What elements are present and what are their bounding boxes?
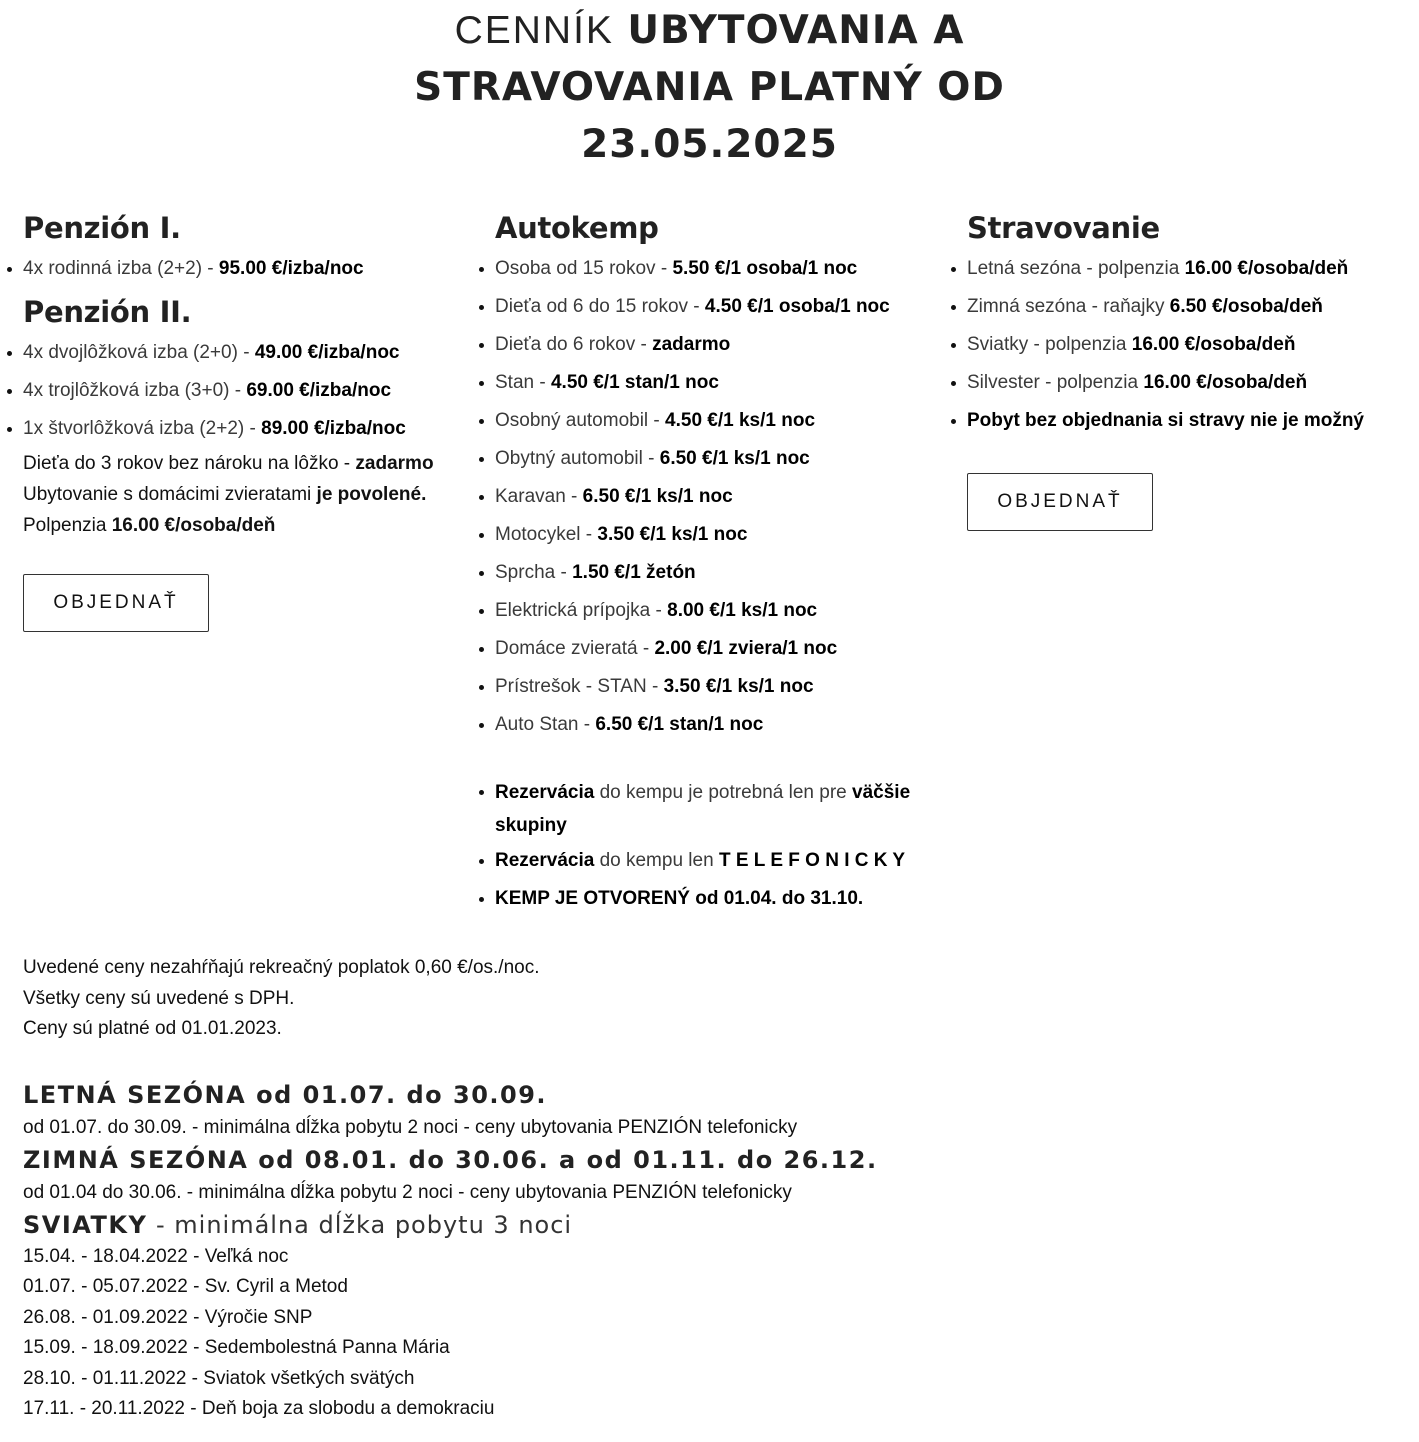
price-item: 4x rodinná izba (2+2) - 95.00 €/izba/noc	[23, 250, 463, 288]
price-item: Motocykel - 3.50 €/1 ks/1 noc	[495, 516, 935, 554]
holiday-item: 15.09. - 18.09.2022 - Sedembolestná Panna Mária	[23, 1337, 450, 1358]
winter-season-note: od 01.04 do 30.06. - minimálna dĺžka pobytu 2 noci - ceny ubytovania PENZIÓN telefonicky	[23, 1181, 792, 1203]
footer-line: Všetky ceny sú uvedené s DPH.	[23, 987, 295, 1009]
price-item: 4x dvojlôžková izba (2+0) - 49.00 €/izba/noc	[23, 334, 463, 372]
pets-note: Ubytovanie s domácimi zvieratami je povolené.	[23, 484, 427, 505]
penzion2-heading: Penzión II.	[23, 295, 192, 329]
price-item: Stan - 4.50 €/1 stan/1 noc	[495, 364, 935, 402]
halfboard-note: Polpenzia 16.00 €/osoba/deň	[23, 515, 276, 536]
holiday-item: 01.07. - 05.07.2022 - Sv. Cyril a Metod	[23, 1276, 348, 1297]
price-item: Obytný automobil - 6.50 €/1 ks/1 noc	[495, 440, 935, 478]
price-item: Auto Stan - 6.50 €/1 stan/1 noc	[495, 706, 935, 744]
penzion1-heading: Penzión I.	[23, 211, 181, 245]
footer-info	[23, 953, 1403, 1425]
price-item: Domáce zvieratá - 2.00 €/1 zviera/1 noc	[495, 630, 935, 668]
penzion1-list	[23, 250, 463, 288]
camp-open-note: KEMP JE OTVORENÝ od 01.04. do 31.10.	[495, 880, 935, 918]
holiday-item: 28.10. - 01.11.2022 - Sviatok všetkých svätých	[23, 1367, 415, 1389]
summer-season-note: od 01.07. do 30.09. - minimálna dĺžka pobytu 2 noci - ceny ubytovania PENZIÓN telefonicky	[23, 1116, 798, 1138]
price-item: Dieťa od 6 do 15 rokov - 4.50 €/1 osoba/1 noc	[495, 288, 935, 326]
summer-season-heading: LETNÁ SEZÓNA od 01.07. do 30.09.	[23, 1080, 548, 1109]
order-button-penzion[interactable]: OBJEDNAŤ	[23, 574, 209, 632]
footer-line: Ceny sú platné od 01.01.2023.	[23, 1018, 282, 1039]
autokemp-column	[495, 206, 935, 918]
title-date: 23.05.2025	[581, 122, 838, 167]
child-note: Dieťa do 3 rokov bez nároku na lôžko - zadarmo	[23, 453, 434, 474]
penzion-column	[23, 206, 463, 632]
winter-season-heading: ZIMNÁ SEZÓNA od 08.01. do 30.06. a od 01.11. do 26.12.	[23, 1145, 878, 1174]
page-title	[0, 2, 1419, 173]
footer-line: Uvedené ceny nezahŕňajú rekreačný poplatok 0,60 €/os./noc.	[23, 957, 540, 978]
price-item: Silvester - polpenzia 16.00 €/osoba/deň	[967, 364, 1407, 402]
price-item: Sprcha - 1.50 €/1 žetón	[495, 554, 935, 592]
stravovanie-heading: Stravovanie	[967, 211, 1160, 245]
holiday-item: 15.04. - 18.04.2022 - Veľká noc	[23, 1245, 289, 1267]
order-button-stravovanie[interactable]: OBJEDNAŤ	[967, 473, 1153, 531]
title-light: CENNÍK	[454, 9, 614, 52]
price-item: Osoba od 15 rokov - 5.50 €/1 osoba/1 noc	[495, 250, 935, 288]
autokemp-notes	[495, 776, 935, 918]
price-item: 1x štvorlôžková izba (2+2) - 89.00 €/izba/noc	[23, 410, 463, 448]
penzion2-list	[23, 334, 463, 448]
title-bold-line2: STRAVOVANIA PLATNÝ OD	[414, 65, 1005, 110]
price-item: Letná sezóna - polpenzia 16.00 €/osoba/deň	[967, 250, 1407, 288]
price-item: Karavan - 6.50 €/1 ks/1 noc	[495, 478, 935, 516]
title-bold-line1: UBYTOVANIA A	[627, 8, 965, 53]
holidays-heading: SVIATKY - minimálna dĺžka pobytu 3 noci	[23, 1210, 573, 1239]
autokemp-heading: Autokemp	[495, 211, 659, 245]
price-item: Dieťa do 6 rokov - zadarmo	[495, 326, 935, 364]
price-item: 4x trojlôžková izba (3+0) - 69.00 €/izba/noc	[23, 372, 463, 410]
price-item: Sviatky - polpenzia 16.00 €/osoba/deň	[967, 326, 1407, 364]
price-item: Zimná sezóna - raňajky 6.50 €/osoba/deň	[967, 288, 1407, 326]
reservation-note-groups: Rezervácia do kempu je potrebná len pre väčšie skupiny	[495, 776, 935, 842]
price-item: Prístrešok - STAN - 3.50 €/1 ks/1 noc	[495, 668, 935, 706]
stravovanie-column	[967, 206, 1407, 531]
meal-required-note: Pobyt bez objednania si stravy nie je možný	[967, 402, 1407, 440]
reservation-note-phone: Rezervácia do kempu len T E L E F O N I C K Y	[495, 842, 935, 880]
holiday-item: 26.08. - 01.09.2022 - Výročie SNP	[23, 1306, 313, 1328]
stravovanie-list	[967, 250, 1407, 440]
autokemp-list	[495, 250, 935, 744]
holiday-item: 17.11. - 20.11.2022 - Deň boja za slobodu a demokraciu	[23, 1398, 495, 1419]
price-item: Osobný automobil - 4.50 €/1 ks/1 noc	[495, 402, 935, 440]
holidays-list	[23, 1242, 1403, 1425]
price-item: Elektrická prípojka - 8.00 €/1 ks/1 noc	[495, 592, 935, 630]
